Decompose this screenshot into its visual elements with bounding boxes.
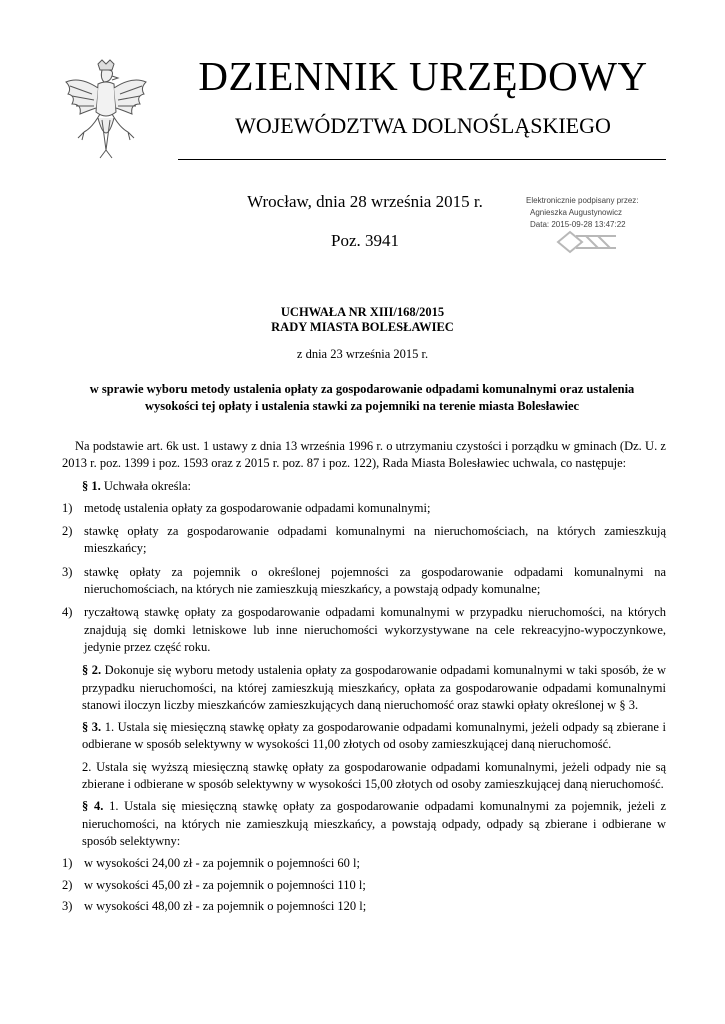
section-3-paragraph-2: 2. Ustala się wyższą miesięczną stawkę opłaty za gospodarowanie odpadami komunalnymi, jeżeli odpady nie są zbierane i odbierane w sposób selektywny w wysokości 15,00 złotych od osoby zamieszkującej daną nieruchomość.: [82, 759, 666, 792]
signature-label: Elektronicznie podpisany przez:: [526, 196, 639, 205]
list-item: [62, 564, 666, 599]
list-item-number: 4): [62, 605, 73, 620]
journal-title: DZIENNIK URZĘDOWY: [198, 53, 648, 99]
electronic-signature: [526, 195, 706, 231]
section-3-text: 1. Ustala się miesięczną stawkę opłaty za gospodarowanie odpadami komunalnymi, jeżeli odpady są zbierane i odbierane w sposób selektywny w wysokości 11,00 złotych od osoby zamieszkującej daną nieruchomość.: [82, 720, 666, 752]
list-item-text: stawkę opłaty za pojemnik o określonej pojemności za gospodarowanie odpadami komunalnymi na nieruchomościach, na których nie zamieszkują mieszkańcy, a powstają odpady komunalne;: [84, 564, 666, 597]
section-3-mark: § 3.: [82, 720, 102, 735]
list-item: [62, 898, 666, 915]
intro-paragraph: Na podstawie art. 6k ust. 1 ustawy z dnia 13 września 1996 r. o utrzymaniu czystości i porządku w gminach (Dz. U. z 2013 r. poz. 1399 i poz. 1593 oraz z 2015 r. poz. 87 i poz. 122), Rada Miasta Bolesławiec uchwala, co następuje:: [62, 439, 666, 471]
list-item: [62, 604, 666, 656]
section-4-mark: § 4.: [82, 799, 104, 814]
place-and-date: Wrocław, dnia 28 września 2015 r.: [247, 192, 483, 211]
signer-name: Agnieszka Augustynowicz: [530, 208, 623, 217]
list-item-text: w wysokości 45,00 zł - za pojemnik o pojemności 110 l;: [84, 877, 366, 892]
section-4-text: 1. Ustala się miesięczną stawkę opłaty za gospodarowanie odpadami komunalnymi za pojemnik, jeżeli z nieruchomości, na których nie zamieszkują mieszkańcy, a powstają odpady, odpady są zbierane i odbierane w sposób selektywny:: [82, 799, 666, 848]
signature-date: Data: 2015-09-28 13:47:22: [530, 220, 626, 229]
section-2-text: Dokonuje się wyboru metody ustalenia opłaty za gospodarowanie odpadami komunalnymi w taki sposób, że w przypadku nieruchomości, na której zamieszkują mieszkańcy, opłata za gospodarowanie odpadami komunalnymi stanowi iloczyn liczby mieszkańców zamieszkujących daną nieruchomość oraz stawki opłaty określonej w § 3.: [82, 663, 666, 712]
resolution-issuer: RADY MIASTA BOLESŁAWIEC: [271, 320, 454, 334]
document-body: [62, 438, 666, 919]
list-item-number: 1): [62, 856, 73, 871]
list-item: [62, 523, 666, 558]
list-item-number: 2): [62, 524, 73, 539]
section-2: [62, 662, 666, 714]
list-item-text: stawkę opłaty za gospodarowanie odpadami komunalnymi na nieruchomościach, na których zamieszkują mieszkańcy;: [84, 524, 666, 556]
resolution-date: z dnia 23 września 2015 r.: [296, 347, 429, 361]
section-4: [62, 798, 666, 850]
section-1-text: Uchwała określa:: [100, 478, 191, 493]
list-item-number: 3): [62, 564, 73, 579]
resolution-number: UCHWAŁA NR XIII/168/2015: [280, 305, 445, 319]
journal-subtitle: WOJEWÓDZTWA DOLNOŚLĄSKIEGO: [235, 113, 611, 138]
list-item: [62, 855, 666, 872]
list-item-text: w wysokości 24,00 zł - za pojemnik o pojemności 60 l;: [84, 856, 361, 871]
section-1-mark: § 1.: [82, 478, 101, 493]
list-item: [62, 500, 666, 517]
position-number: Poz. 3941: [331, 231, 399, 250]
resolution-subject: w sprawie wyboru metody ustalenia opłaty za gospodarowanie odpadami komunalnymi oraz ustalenia wysokości tej opłaty i ustalenia stawki za pojemniki na terenie miasta Bolesławiec: [89, 382, 635, 413]
list-item: [62, 877, 666, 894]
list-item-number: 1): [62, 500, 73, 515]
list-item-number: 3): [62, 898, 73, 913]
section-1: [62, 478, 666, 495]
list-item-text: metodę ustalenia opłaty za gospodarowanie odpadami komunalnymi;: [84, 500, 431, 515]
section-2-mark: § 2.: [82, 663, 102, 678]
signature-stamp-icon: [556, 230, 620, 254]
list-item-text: ryczałtową stawkę opłaty za gospodarowanie odpadami komunalnymi w przypadku nieruchomości, na których znajdują się domki letniskowe lub inne nieruchomości wykorzystywane na cele rekreacyjno-wypoczynkowe, jedynie przez część roku.: [84, 605, 666, 654]
header-divider: [178, 159, 666, 160]
list-item-number: 2): [62, 877, 73, 892]
list-item-text: w wysokości 48,00 zł - za pojemnik o pojemności 120 l;: [84, 898, 367, 913]
coat-of-arms-eagle-icon: [62, 58, 150, 166]
section-3: [62, 719, 666, 754]
